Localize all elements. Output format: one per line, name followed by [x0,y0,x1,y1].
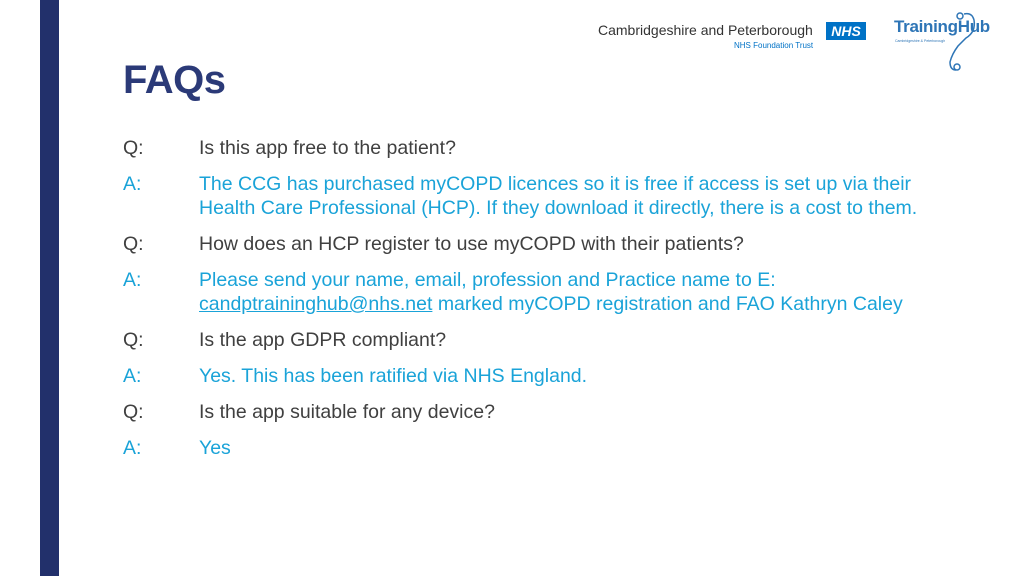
faq-list [123,136,923,472]
answer-label: A: [123,269,142,291]
answer-text: Yes. This has been ratified via NHS England. [199,365,588,387]
answer-label: A: [123,173,142,195]
question-text: Is this app free to the patient? [199,137,456,159]
question-text: Is the app GDPR compliant? [199,329,447,351]
answer-suffix: marked myCOPD registration and FAO Kathryn Caley [437,293,903,315]
answer-label: A: [123,365,142,387]
answer-text [199,268,923,316]
question-label: Q: [123,233,144,255]
faq-question [123,328,923,352]
question-text: Is the app suitable for any device? [199,401,495,423]
answer-text: Yes [199,437,231,459]
question-label: Q: [123,329,144,351]
page-title: FAQs [123,58,226,102]
nhs-badge: NHS [826,22,866,40]
faq-answer [123,436,923,460]
faq-question [123,400,923,424]
faq-answer [123,364,923,388]
answer-text: The CCG has purchased myCOPD licences so it is free if access is set up via their Health Care Professional (HCP). If they download it directly, there is a cost to them. [199,173,918,219]
training-hub-logo [894,8,1006,72]
org-name: Cambridgeshire and Peterborough [598,22,813,38]
trust-name: NHS Foundation Trust [734,41,814,50]
faq-question [123,136,923,160]
faq-question [123,232,923,256]
question-label: Q: [123,401,144,423]
answer-prefix: Please send your name, email, profession and Practice name to E: [199,269,776,291]
cambridgeshire-peterborough-nhs-logo [598,20,870,56]
stethoscope-icon [894,8,1006,72]
email-link[interactable]: candptraininghub@nhs.net [199,293,433,315]
faq-answer [123,172,923,220]
training-hub-tagline: Cambridgeshire & Peterborough [895,39,946,43]
question-label: Q: [123,137,144,159]
training-hub-name: TrainingHub [894,17,990,36]
faq-answer [123,268,923,316]
question-text: How does an HCP register to use myCOPD with their patients? [199,233,744,255]
answer-label: A: [123,437,142,459]
left-accent-bar [40,0,59,576]
